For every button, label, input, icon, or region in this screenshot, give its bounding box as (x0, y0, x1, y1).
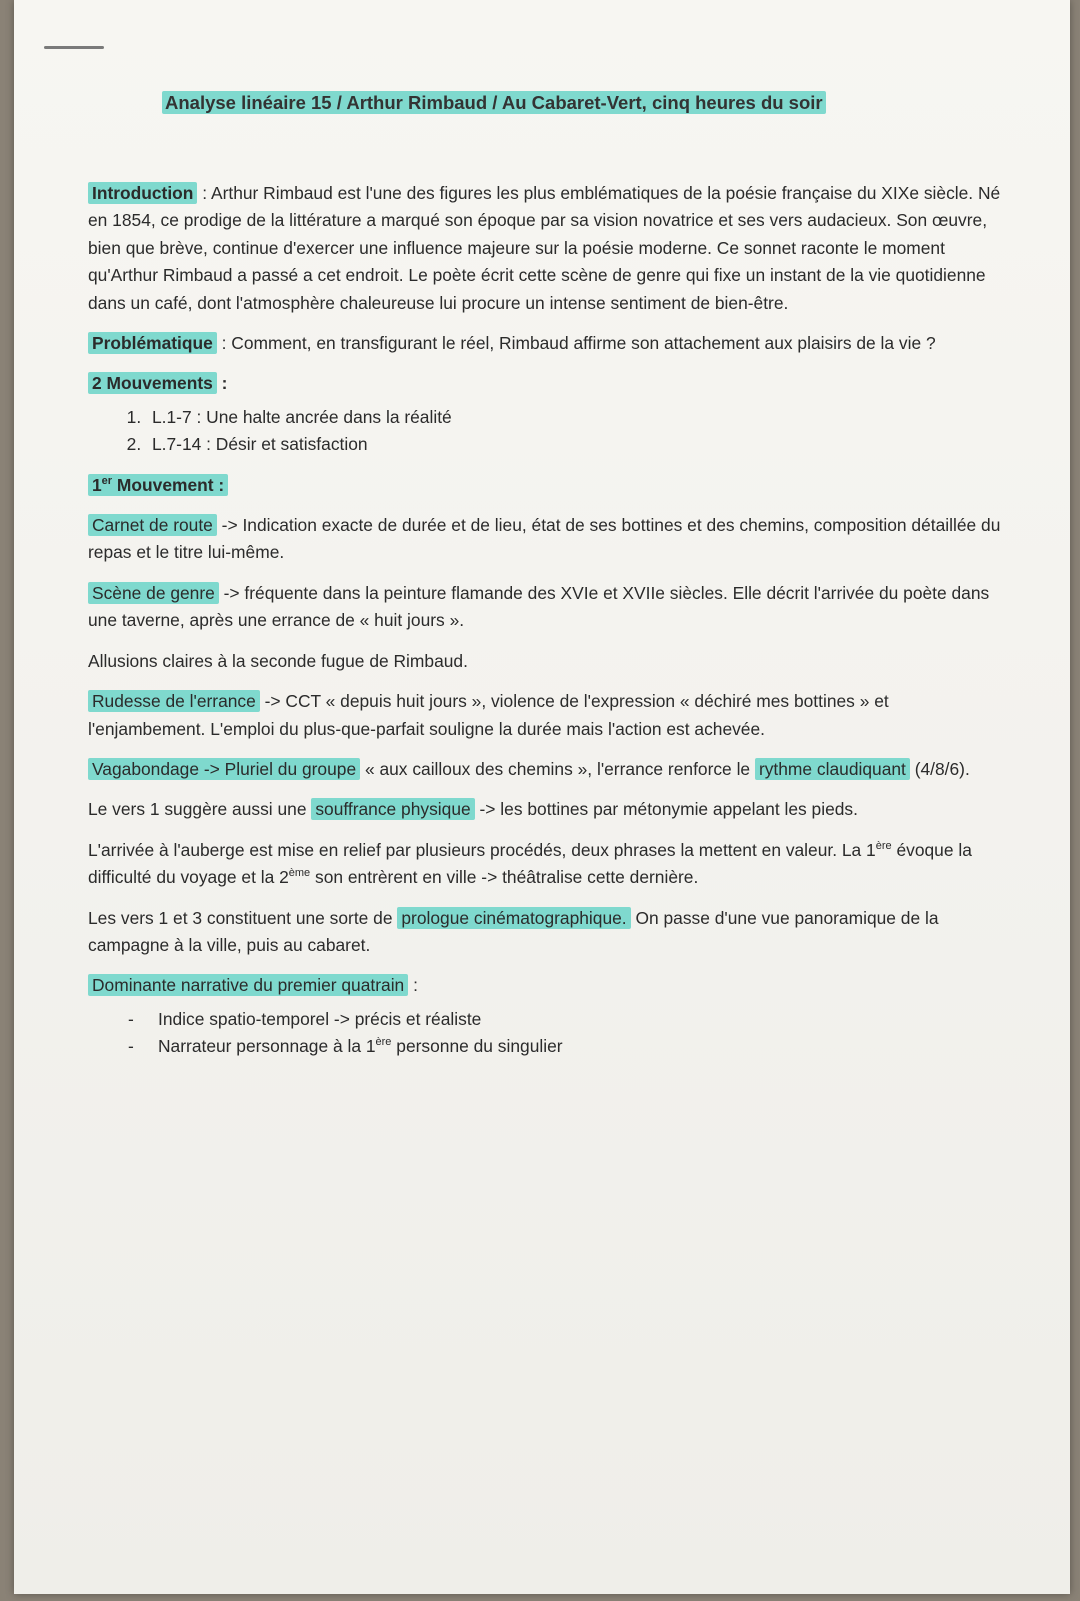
premier-sup: er (101, 474, 113, 487)
premier-label-text: Mouvement : (112, 474, 225, 495)
dominante-item2-a: Narrateur personnage à la 1 (158, 1036, 376, 1057)
carnet-text: -> Indication exacte de durée et de lieu, état de ses bottines et des chemins, composition détaillée du repas et le titre lui-même. (88, 515, 1001, 563)
vers1-text1: Le vers 1 suggère aussi une (88, 799, 312, 820)
arrivee-s2: ème (288, 867, 311, 880)
arrivee-t2: évoque la difficulté du voyage et la 2 (88, 839, 972, 888)
dominante-list (88, 1006, 1008, 1061)
mouvements-label: 2 Mouvements (88, 372, 217, 394)
arrivee-t1: L'arrivée à l'auberge est mise en relief par plusieurs procédés, deux phrases la mettent en valeur. La 1 (88, 839, 876, 860)
vers1-text2: -> les bottines par métonymie appelant les pieds. (474, 799, 858, 820)
document-title (162, 92, 826, 114)
dominante-item2-sup: ère (375, 1036, 392, 1049)
dominante-heading (88, 972, 1008, 999)
scene-text: -> fréquente dans la peinture flamande des XVIe et XVIIe siècles. Elle décrit l'arrivée du poète dans une taverne, après une errance de « huit jours ». (88, 582, 990, 631)
souffrance-highlight: souffrance physique (311, 798, 474, 820)
mouvements-list (88, 404, 1008, 459)
premier-mouvement-label (88, 474, 228, 496)
problematique-text: : Comment, en transfigurant le réel, Rimbaud affirme son attachement aux plaisirs de la vie ? (216, 333, 936, 354)
intro-paragraph (88, 180, 1008, 317)
pen-mark (44, 46, 104, 49)
rythme-highlight: rythme claudiquant (755, 758, 910, 780)
list-item: - Indice spatio-temporel -> précis et réaliste (128, 1006, 1008, 1033)
dominante-label: Dominante narrative du premier quatrain (88, 974, 408, 996)
vagabondage-text1: « aux cailloux des chemins », l'errance renforce le (360, 758, 755, 779)
vers1-paragraph (88, 796, 1008, 823)
carnet-paragraph (88, 512, 1008, 567)
problematique-label: Problématique (88, 332, 217, 354)
list-item: 2. L.7-14 : Désir et satisfaction (146, 431, 1008, 458)
arrivee-s1: ère (875, 839, 892, 852)
intro-text: : Arthur Rimbaud est l'une des figures les plus emblématiques de la poésie française du XIXe siècle. Né en 1854, ce prodige de la littérature a marqué son époque par sa vision novatrice et ses vers audacieux. Son œuvre, bien que brève, continue d'exercer une influence majeure sur la poésie moderne. Ce sonnet raconte le moment qu'Arthur Rimbaud a passé a cet endroit. Le poète écrit cette scène de genre qui fixe un instant de la vie quotidienne dans un café, dont l'atmosphère chaleureuse lui procure un intense sentiment de bien-être. (88, 183, 1001, 313)
prologue-highlight: prologue cinématographique. (397, 907, 630, 929)
intro-label: Introduction (88, 182, 197, 204)
premier-mouvement-heading (88, 472, 1008, 499)
list-item: 1. L.1-7 : Une halte ancrée dans la réalité (146, 404, 1008, 431)
prologue-paragraph (88, 905, 1008, 960)
allusions-paragraph: Allusions claires à la seconde fugue de Rimbaud. (88, 650, 468, 671)
scene-paragraph (88, 580, 1008, 635)
rudesse-paragraph (88, 688, 1008, 743)
list-item (128, 1033, 1008, 1060)
rudesse-text: -> CCT « depuis huit jours », violence de l'expression « déchiré mes bottines » et l'enjambement. L'emploi du plus-que-parfait souligne la durée mais l'action est achevée. (88, 691, 889, 739)
arrivee-t3: son entrèrent en ville -> théâtralise cette dernière. (310, 867, 699, 888)
prologue-text2: On passe d'une vue panoramique de la campagne à la ville, puis au cabaret. (88, 907, 939, 955)
vagabondage-paragraph (88, 756, 1008, 783)
arrivee-paragraph (88, 837, 1008, 892)
carnet-label: Carnet de route (88, 514, 217, 536)
mouvements-heading (88, 370, 1008, 397)
problematique-paragraph (88, 330, 1008, 357)
rudesse-label: Rudesse de l'errance (88, 690, 260, 712)
prologue-text1: Les vers 1 et 3 constituent une sorte de (88, 907, 398, 928)
vagabondage-label: Vagabondage -> Pluriel du groupe (88, 758, 360, 780)
scene-label: Scène de genre (88, 582, 219, 604)
mouvements-colon: : (216, 373, 228, 394)
document-body (88, 180, 1008, 1061)
title-highlight: Analyse linéaire 15 / Arthur Rimbaud / Au Cabaret-Vert, cinq heures du soir (162, 91, 826, 114)
vagabondage-text2: (4/8/6). (909, 758, 970, 779)
dominante-item2-b: personne du singulier (391, 1036, 563, 1057)
paper-sheet (14, 0, 1070, 1594)
dominante-colon: : (408, 975, 418, 996)
premier-num: 1 (92, 474, 102, 495)
